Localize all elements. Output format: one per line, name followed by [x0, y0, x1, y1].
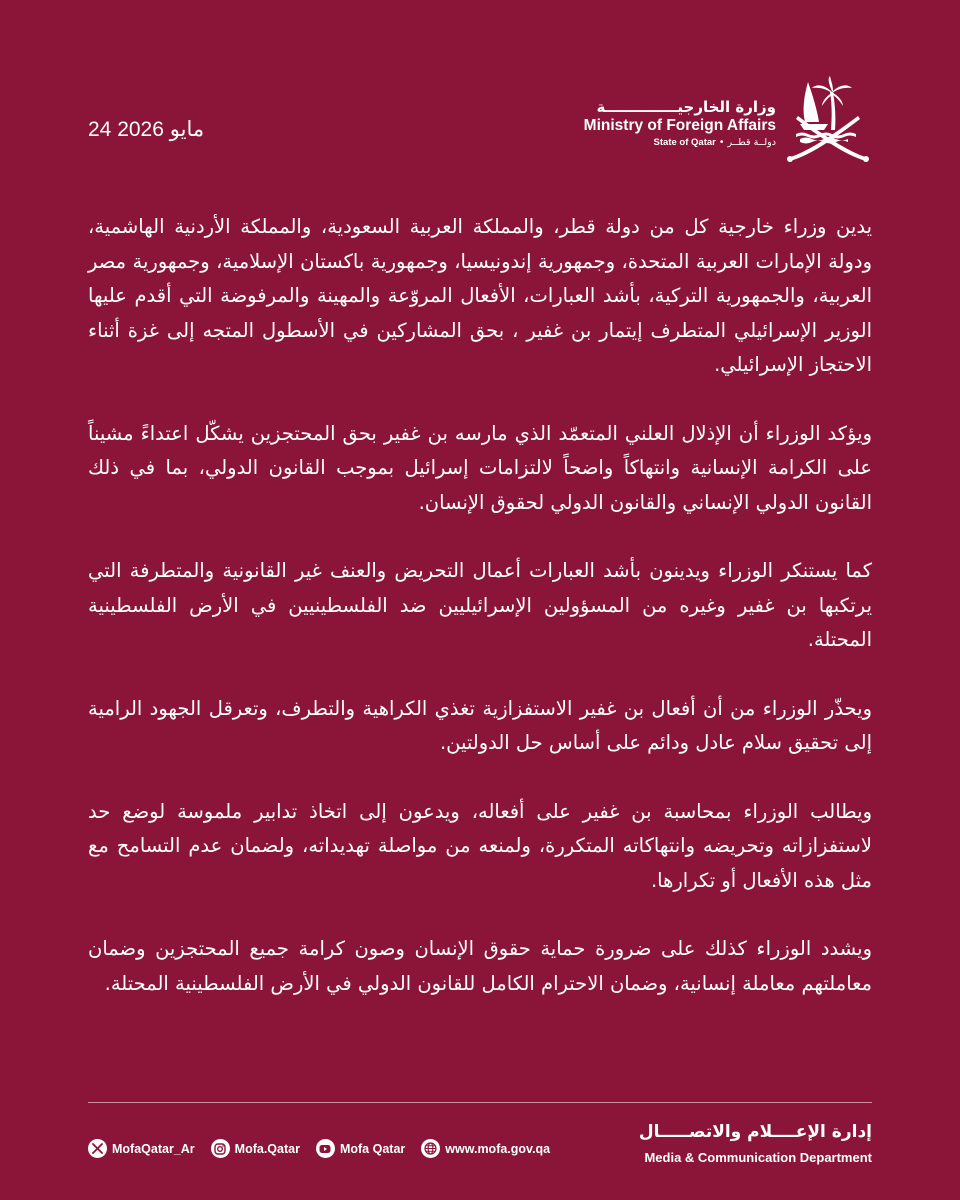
release-date: 24 مايو 2026	[88, 118, 205, 141]
department-name-ar: إدارة الإعــــلام والاتصـــــال	[638, 1122, 872, 1142]
department-name-en: Media & Communication Department	[644, 1150, 872, 1165]
footer-divider	[88, 1102, 872, 1103]
state-name-en: State of Qatar	[653, 137, 716, 148]
globe-icon	[421, 1139, 440, 1158]
statement-body	[88, 210, 872, 1035]
paragraph: كما يستنكر الوزراء ويدينون بأشد العبارات أعمال التحريض والعنف غير القانونية والمتطرفة التي يرتكبها بن غفير وغيره من المسؤولين الإسرائيليين ضد الفلسطينيين في الأرض الفلسطينية المحتلة.	[88, 559, 872, 651]
paragraph: يدين وزراء خارجية كل من دولة قطر، والمملكة العربية السعودية، والمملكة الأردنية الهاشمية، ودولة الإمارات العربية المتحدة، وجمهورية إندونيسيا، وجمهورية باكستان الإسلامية، وجمهورية مصر العربية، والجمهورية التركية، بأشد العبارات، الأفعال المروّعة والمهينة والمرفوضة التي أقدم عليها الوزير الإسرائيلي المتطرف إيتمار بن غفير ، بحق المشاركين في الأسطول المتجه إلى غزة أثناء الاحتجاز الإسرائيلي.	[88, 215, 872, 376]
separator-dot: •	[718, 137, 725, 148]
qatar-emblem-icon	[782, 76, 874, 162]
paragraph: ويشدد الوزراء كذلك على ضرورة حماية حقوق الإنسان وصون كرامة جميع المحتجزين وضمان معاملتهم معاملة إنسانية، وضمان الاحترام الكامل للقانون الدولي في الأرض الفلسطينية المحتلة.	[88, 937, 872, 995]
social-label: MofaQatar_Ar	[112, 1141, 195, 1156]
x-icon	[88, 1139, 107, 1158]
state-line	[584, 136, 776, 149]
social-link-youtube[interactable]	[316, 1139, 405, 1158]
ministry-name-en: Ministry of Foreign Affairs	[583, 117, 776, 134]
paragraph: ويؤكد الوزراء أن الإذلال العلني المتعمّد الذي مارسه بن غفير بحق المحتجزين يشكّل اعتداءً مشيناً على الكرامة الإنسانية وانتهاكاً واضحاً لالتزامات إسرائيل بموجب القانون الدولي، بما في ذلك القانون الدولي الإنساني والقانون الدولي لحقوق الإنسان.	[88, 421, 872, 514]
paragraph: ويطالب الوزراء بمحاسبة بن غفير على أفعاله، ويدعون إلى اتخاذ تدابير ملموسة لوضع حد لاستفزازاته وتحريضه وانتهاكاته المتكررة، ولمنعه من مواصلة تهديداته، ولضمان عدم التسامح مع مثل هذه الأفعال أو تكرارها.	[88, 799, 872, 892]
department-block	[639, 1120, 872, 1168]
paragraph: ويحذّر الوزراء من أن أفعال بن غفير الاستفزازية تغذي الكراهية والتطرف، وتعرقل الجهود الرامية إلى تحقيق سلام عادل ودائم على أساس حل الدولتين.	[88, 696, 872, 754]
social-label: Mofa.Qatar	[234, 1141, 300, 1156]
ministry-name-ar: وزارة الخارجيــــــــــــــة	[596, 98, 776, 116]
social-link-x[interactable]	[88, 1139, 195, 1158]
social-links	[88, 1139, 566, 1158]
social-label: Mofa Qatar	[339, 1141, 406, 1156]
mofa-logo	[574, 76, 874, 162]
state-name-ar: دولــة قطــر	[727, 137, 776, 148]
instagram-icon	[211, 1139, 230, 1158]
social-link-website[interactable]	[421, 1139, 550, 1158]
logo-text	[584, 98, 776, 149]
social-link-instagram[interactable]	[211, 1139, 300, 1158]
youtube-icon	[316, 1139, 335, 1158]
social-label: www.mofa.gov.qa	[445, 1141, 551, 1156]
